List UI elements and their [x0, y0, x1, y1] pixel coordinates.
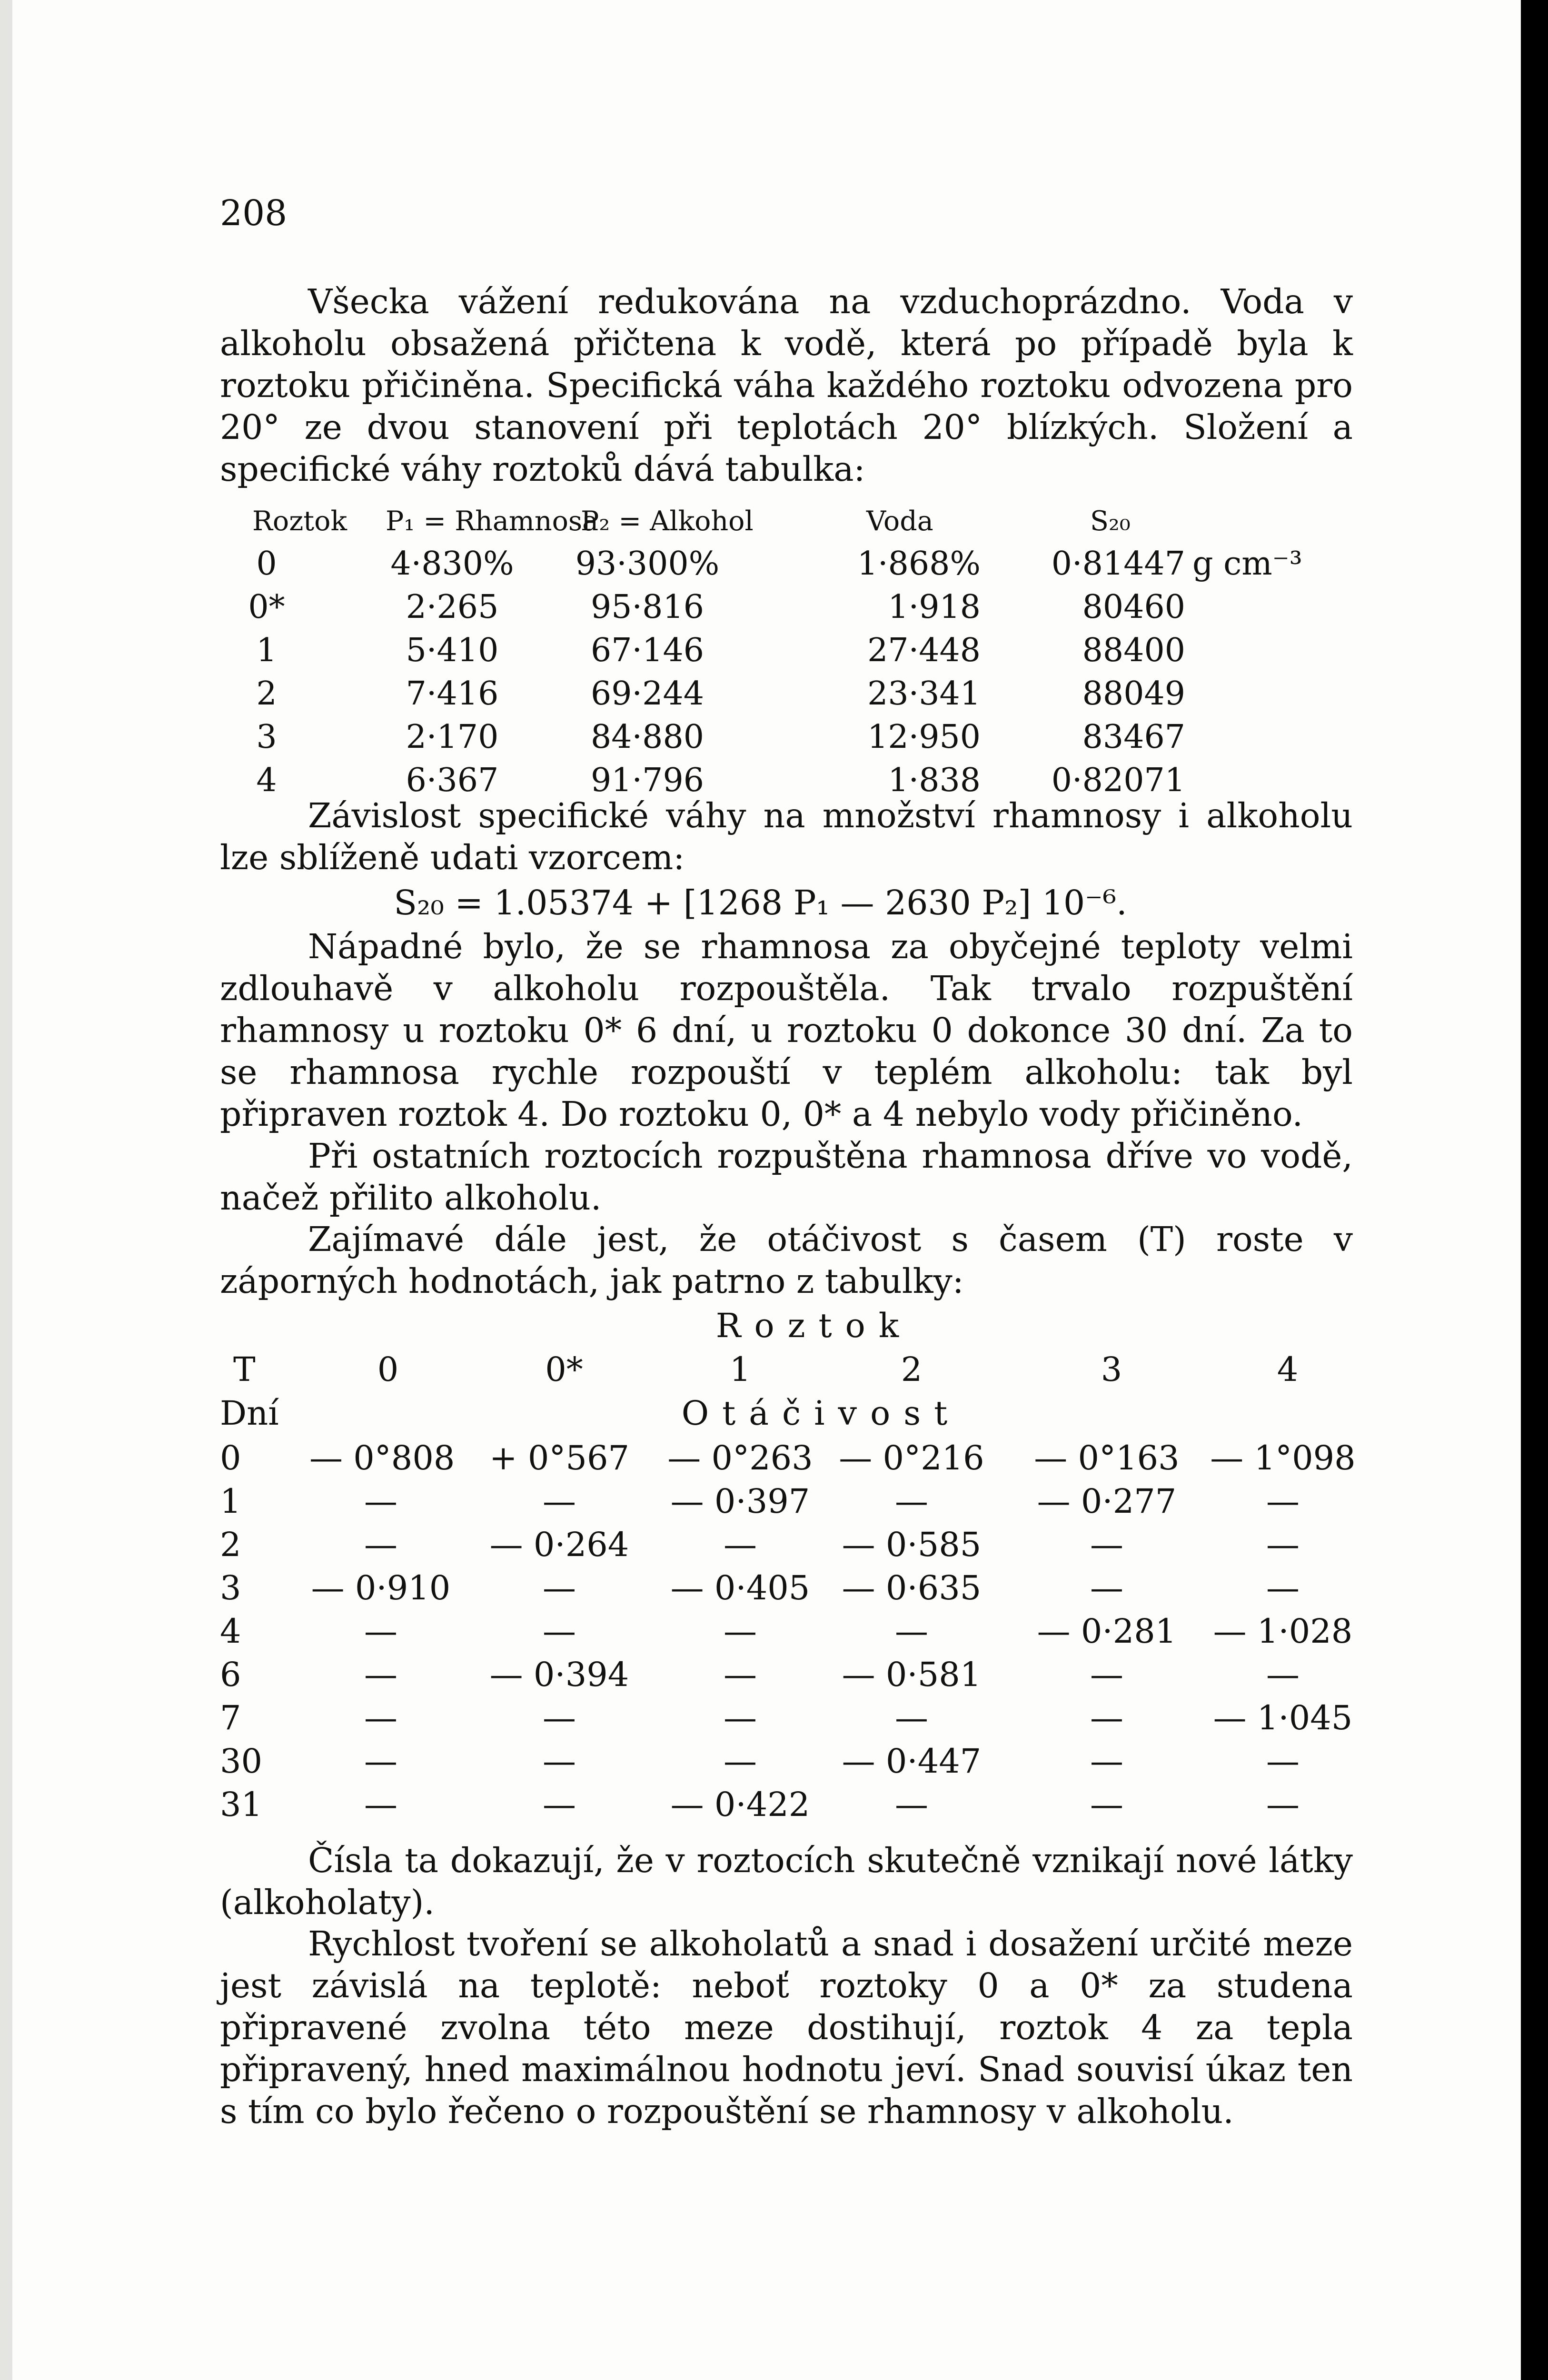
table2-cell: —	[543, 1612, 576, 1651]
table1-header: Roztok	[252, 506, 347, 537]
page-number: 208	[220, 193, 288, 234]
table1-cell: 0·81447	[1051, 545, 1185, 583]
table1-cell: 83467	[1082, 718, 1185, 756]
table2-cell: — 0·585	[842, 1525, 982, 1564]
table2-cell: —	[1090, 1568, 1123, 1607]
table2-cell: — 0·447	[842, 1742, 982, 1781]
table1-cell: 84·880	[591, 718, 704, 756]
table2-cell: 2	[220, 1525, 241, 1564]
paragraph-4: Při ostatních roztocích rozpuštěna rhamnosa dříve vo vodě, načež přilito alkoholu.	[220, 1136, 1353, 1218]
table1-header: P₂ = Alkohol	[581, 506, 754, 537]
table2-cell: —	[895, 1612, 928, 1651]
rotation-table	[0, 1304, 1521, 1837]
table2-cell: —	[543, 1785, 576, 1824]
table2-cell: —	[364, 1655, 397, 1694]
density-formula: S₂₀ = 1.05374 + [1268 P₁ — 2630 P₂] 10⁻⁶.	[394, 883, 1127, 922]
table2-cell: —	[543, 1568, 576, 1607]
table1-cell: 27·448	[867, 632, 981, 669]
table1-cell: 5·410	[406, 632, 499, 669]
table1-header: Voda	[866, 506, 933, 537]
table1-cell: 1·918	[888, 588, 981, 626]
table1-cell: 2	[256, 675, 277, 713]
paragraph-2: Závislost specifické váhy na množství rhamnosy i alkoholu lze sblíženě udati vzorcem:	[220, 796, 1353, 877]
table2-cell: — 0·277	[1037, 1482, 1177, 1521]
table2-cell: 6	[220, 1655, 241, 1694]
table2-cell: —	[1090, 1785, 1123, 1824]
table2-col-header: 3	[1101, 1350, 1122, 1389]
paragraph-7: Rychlost tvoření se alkoholatů a snad i dosažení určité meze jest závislá na teplotě: neboť roztoky 0 a 0* za studena připravené zvolna této meze dostihují, roztok 4 za tepla připravený, hned maximálnou hodnotu jeví. Snad souvisí úkaz ten s tím co bylo řečeno o rozpouštění se rhamnosy v alkoholu.	[220, 1924, 1353, 2131]
table2-cell: —	[543, 1742, 576, 1781]
table2-col-header: 0	[377, 1350, 399, 1389]
table1-cell: 2·265	[406, 588, 499, 626]
table2-cell: —	[1090, 1742, 1123, 1781]
paragraph-1: Všecka vážení redukována na vzduchoprázdno. Voda v alkoholu obsažená přičtena k vodě, která po případě byla k roztoku přičiněna. Specifická váha každého roztoku odvozena pro 20° ze dvou stanovení při teplotách 20° blízkých. Složení a specifické váhy roztoků dává tabulka:	[220, 282, 1353, 489]
table2-cell: —	[1090, 1698, 1123, 1737]
table2-cell: — 0·397	[670, 1482, 810, 1521]
table2-cell: —	[543, 1698, 576, 1737]
table1-cell: 88049	[1082, 675, 1185, 713]
table2-cell: —	[895, 1482, 928, 1521]
table2-cell: — 0·405	[670, 1568, 810, 1607]
table1-header: S₂₀	[1090, 506, 1131, 537]
table1-cell: 0	[256, 545, 277, 583]
table2-cell: + 0°567	[489, 1438, 630, 1478]
table1-cell: 23·341	[867, 675, 981, 713]
table1-cell: 67·146	[591, 632, 704, 669]
table2-cell: —	[364, 1785, 397, 1824]
table2-cell: —	[1266, 1785, 1300, 1824]
table2-cell: — 0·635	[842, 1568, 982, 1607]
table1-cell: 91·796	[591, 762, 704, 799]
table2-cell: 30	[220, 1742, 263, 1781]
composition-table	[0, 500, 1521, 799]
table2-col-header: 4	[1277, 1350, 1299, 1389]
table2-cell: —	[1266, 1482, 1300, 1521]
table2-cell: — 0·422	[670, 1785, 810, 1824]
table1-cell: 1	[256, 632, 277, 669]
table1-cell: 4	[256, 762, 277, 799]
table1-cell: 93·300%	[575, 545, 720, 583]
table2-cell: —	[1090, 1525, 1123, 1564]
page-edge-left	[0, 0, 12, 2380]
table2-cell: 7	[220, 1698, 241, 1737]
table2-cell: — 0·264	[489, 1525, 629, 1564]
table2-cell: —	[1266, 1525, 1300, 1564]
table2-cell: —	[364, 1525, 397, 1564]
table2-days-label: Dní	[220, 1394, 279, 1433]
table2-cell: —	[543, 1482, 576, 1521]
table1-cell: 4·830%	[390, 545, 514, 583]
table2-cell: —	[1266, 1655, 1300, 1694]
table2-cell: — 0°216	[839, 1438, 984, 1478]
table2-cell: — 0°263	[667, 1438, 813, 1478]
table2-cell: —	[724, 1698, 757, 1737]
table1-cell: 1·868%	[857, 545, 981, 583]
table1-header: P₁ = Rhamnosa	[386, 506, 599, 537]
table1-cell: 0·82071	[1051, 762, 1185, 799]
table2-cell: 4	[220, 1612, 241, 1651]
table1-cell: 69·244	[591, 675, 704, 713]
table2-cell: — 0°808	[309, 1438, 455, 1478]
table2-col-header: 0*	[545, 1350, 583, 1389]
table2-col-header: 2	[901, 1350, 923, 1389]
paragraph-6: Čísla ta dokazují, že v roztocích skutečně vznikají nové látky (alkoholaty).	[220, 1841, 1353, 1922]
table2-cell: 1	[220, 1482, 241, 1521]
table1-unit: g cm⁻³	[1192, 545, 1302, 583]
table2-cell: — 0·910	[311, 1568, 451, 1607]
table1-cell: 0*	[248, 588, 285, 626]
table2-cell: —	[1266, 1568, 1300, 1607]
table2-cell: 31	[220, 1785, 263, 1824]
table2-cell: —	[724, 1525, 757, 1564]
table2-cell: —	[364, 1742, 397, 1781]
table2-cell: —	[895, 1785, 928, 1824]
table2-cell: — 1·045	[1213, 1698, 1353, 1737]
table2-cell: — 0·281	[1037, 1612, 1177, 1651]
table1-cell: 95·816	[591, 588, 704, 626]
table2-rotation-label: Otáčivost	[681, 1394, 961, 1433]
table2-col-header: 1	[729, 1350, 751, 1389]
scan-border-right	[1521, 0, 1548, 2380]
table1-cell: 3	[256, 718, 277, 756]
table2-cell: — 1·028	[1213, 1612, 1353, 1651]
paragraph-3: Nápadné bylo, že se rhamnosa za obyčejné teploty velmi zdlouhavě v alkoholu rozpouštěla. Tak trvalo rozpuštění rhamnosy u roztoku 0* 6 dní, u roztoku 0 dokonce 30 dní. Za to se rhamnosa rychle rozpouští v teplém alkoholu: tak byl připraven roztok 4. Do roztoku 0, 0* a 4 nebylo vody přičiněno.	[220, 927, 1353, 1134]
table1-cell: 12·950	[867, 718, 981, 756]
table1-cell: 80460	[1082, 588, 1185, 626]
table2-group-label: Roztok	[715, 1306, 913, 1345]
table2-cell: —	[364, 1612, 397, 1651]
table2-cell: —	[364, 1482, 397, 1521]
table1-cell: 88400	[1082, 632, 1185, 669]
table1-cell: 6·367	[406, 762, 499, 799]
table2-cell: —	[1266, 1742, 1300, 1781]
table2-cell: —	[724, 1612, 757, 1651]
paragraph-5: Zajímavé dále jest, že otáčivost s časem (T) roste v záporných hodnotách, jak patrno z tabulky:	[220, 1220, 1353, 1301]
table1-cell: 1·838	[888, 762, 981, 799]
table2-cell: —	[724, 1655, 757, 1694]
table2-cell: —	[724, 1742, 757, 1781]
table2-cell: — 0·581	[842, 1655, 982, 1694]
table2-cell: — 0·394	[489, 1655, 629, 1694]
table2-cell: — 1°098	[1210, 1438, 1356, 1478]
table2-cell: —	[895, 1698, 928, 1737]
table2-cell: —	[364, 1698, 397, 1737]
table1-cell: 7·416	[406, 675, 499, 713]
table1-cell: 2·170	[406, 718, 499, 756]
table2-cell: —	[1090, 1655, 1123, 1694]
table2-cell: — 0°163	[1034, 1438, 1180, 1478]
table2-cell: 3	[220, 1568, 241, 1607]
table2-t-label: T	[233, 1350, 256, 1389]
table2-cell: 0	[220, 1438, 241, 1478]
